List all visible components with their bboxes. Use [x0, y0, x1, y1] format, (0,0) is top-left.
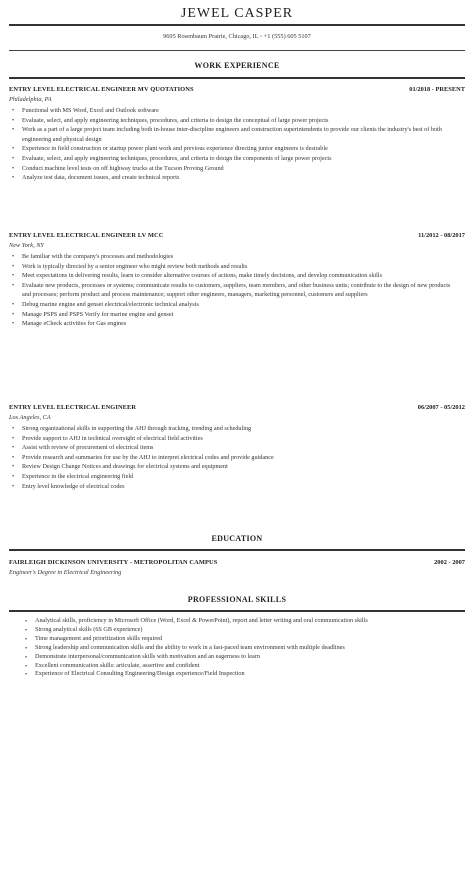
list-item: • Conduct machine level tests on off highway trucks at the Tucson Proving Ground	[12, 164, 224, 172]
list-item: • Strong organizational skills in supporting the AHJ through tracking, trending and scheduling	[12, 425, 252, 432]
bullet-icon: •	[12, 116, 15, 124]
education-divider	[9, 549, 465, 551]
bullet-icon: •	[12, 453, 15, 461]
list-item: • Strong leadership and communication skills and the ability to work in a fast-paced team environment with multiple deadlines	[25, 643, 345, 652]
bullet-icon: •	[12, 434, 15, 442]
list-item: • Manage PSPS and PSPS Verify for marine engine and genset	[12, 310, 174, 318]
list-item: • Evaluate, select, and apply engineering techniques, procedures, and criteria to design the components of large power projects	[12, 154, 332, 162]
job-dates: 01/2018 - PRESENT	[409, 86, 465, 93]
bullet-icon: •	[12, 126, 15, 134]
bullet-icon: •	[12, 472, 15, 480]
bullet-icon: •	[12, 262, 15, 270]
bullet-icon: •	[12, 310, 15, 318]
list-item: • Assist with review of procurement of electrical items	[12, 444, 154, 452]
header-divider	[9, 24, 465, 26]
list-item: • Evaluate, select, and apply engineering techniques, procedures, and criteria to design the conceptual of large power projects	[12, 116, 329, 124]
job-dates: 11/2012 - 08/2017	[418, 232, 465, 239]
list-item: • Debug marine engine and genset electrical/electronic technical analysis	[12, 300, 199, 308]
contact-divider	[9, 50, 465, 51]
job-title: ENTRY LEVEL ELECTRICAL ENGINEER	[9, 404, 137, 411]
bullet-icon: •	[12, 145, 15, 153]
list-item: • Be familiar with the company's processes and methodologies	[12, 253, 174, 260]
bullet-icon: •	[12, 281, 15, 289]
bullet-icon: •	[12, 482, 15, 490]
job-duties-list	[9, 106, 459, 183]
bullet-icon: •	[25, 618, 28, 625]
job-location: Los Angeles, CA	[9, 414, 51, 421]
bullet-icon: •	[12, 463, 15, 471]
job-title: ENTRY LEVEL ELECTRICAL ENGINEER MV QUOTATIONS	[9, 86, 194, 93]
candidate-name: JEWEL CASPER	[180, 6, 294, 21]
professional-skills-heading: PROFESSIONAL SKILLS	[187, 595, 287, 604]
list-item: • Time management and prioritization skills required	[25, 634, 163, 643]
list-item: • Analytical skills, proficiency in Microsoft Office (Word, Excel & PowerPoint), report and letter writing and oral communication skills	[25, 617, 368, 625]
list-item: • Entry level knowledge of electrical codes	[12, 482, 125, 490]
list-item: • Review Design Change Notices and drawings for electrical systems and equipment	[12, 463, 228, 471]
degree: Engineer's Degree in Electrical Engineering	[9, 569, 122, 576]
bullet-icon: •	[25, 626, 28, 634]
list-item: • Experience in field construction or startup power plant work and previous experience directing junior engineers is desirable	[12, 145, 328, 153]
bullet-icon: •	[25, 662, 28, 670]
list-item: • Work as a part of a large project team including both in-house inter-discipline engineers and construction superintendents to provide our clients the industry's best of both engineering and physical design	[12, 126, 442, 143]
bullet-icon: •	[12, 320, 15, 328]
education-heading: EDUCATION	[211, 534, 263, 543]
bullet-icon: •	[25, 635, 28, 643]
job-location: New York, NY	[9, 242, 44, 249]
list-item: • Analyze test data, document issues, and create technical reports	[12, 174, 180, 182]
job-duties-list	[9, 252, 459, 329]
list-item: • Experience of Electrical Consulting Engineering/Design experience/Field Inspection	[25, 670, 245, 679]
bullet-icon: •	[12, 174, 15, 182]
list-item: • Functional with MS Word, Excel and Outlook software	[12, 107, 159, 114]
bullet-icon: •	[12, 300, 15, 308]
job-location: Philadelphia, PA	[9, 96, 52, 103]
bullet-icon: •	[12, 253, 15, 260]
work-experience-heading: WORK EXPERIENCE	[194, 61, 280, 70]
list-item: • Strong analytical skills (6S GB experience)	[25, 625, 143, 634]
bullet-icon: •	[12, 425, 15, 432]
skills-divider	[9, 610, 465, 612]
work-experience-divider	[9, 77, 465, 79]
bullet-icon: •	[25, 644, 28, 652]
job-title: ENTRY LEVEL ELECTRICAL ENGINEER LV MCC	[9, 232, 164, 239]
skills-list	[22, 617, 462, 679]
list-item: • Provide support to AHJ in technical oversight of electrical field activities	[12, 434, 203, 442]
list-item: • Manage eCheck activities for Gas engines	[12, 320, 127, 328]
list-item: • Excellent communication skills: articulate, assertive and confident	[25, 661, 200, 670]
bullet-icon: •	[12, 164, 15, 172]
bullet-icon: •	[12, 154, 15, 162]
list-item: • Demonstrate interpersonal/communication skills with motivation and an eagerness to learn	[25, 652, 260, 661]
job-dates: 06/2007 - 05/2012	[417, 404, 465, 411]
list-item: • Experience in the electrical engineering field	[12, 472, 134, 480]
contact-line: 9695 Rosenbaum Prairie, Chicago, IL ◦ +1 (555) 605 5107	[163, 33, 311, 40]
list-item: • Provide research and summaries for use by the AHJ to interpret electrical codes and provide guidance	[12, 453, 274, 461]
bullet-icon: •	[12, 107, 15, 114]
education-dates: 2002 - 2007	[434, 559, 465, 566]
list-item: • Meet expectations in delivering results, learn to consider alternative courses of actions, make timely decisions, and develop communication skills	[12, 272, 382, 280]
bullet-icon: •	[25, 653, 28, 661]
school-name: FAIRLEIGH DICKINSON UNIVERSITY - METROPOLITAN CAMPUS	[9, 559, 218, 566]
bullet-icon: •	[25, 671, 28, 679]
list-item: • Evaluate new products, processes or systems; communicate results to customers, suppliers, team members, and other business units; contribute to the design of new products and processes; perform product and process maintenance; support other engineers, managers, marketing personnel, customers and suppliers	[12, 281, 451, 299]
job-duties-list	[9, 424, 459, 491]
bullet-icon: •	[12, 444, 15, 452]
bullet-icon: •	[12, 272, 15, 280]
list-item: • Work is typically directed by a senior engineer who might review both methods and results	[12, 262, 248, 270]
